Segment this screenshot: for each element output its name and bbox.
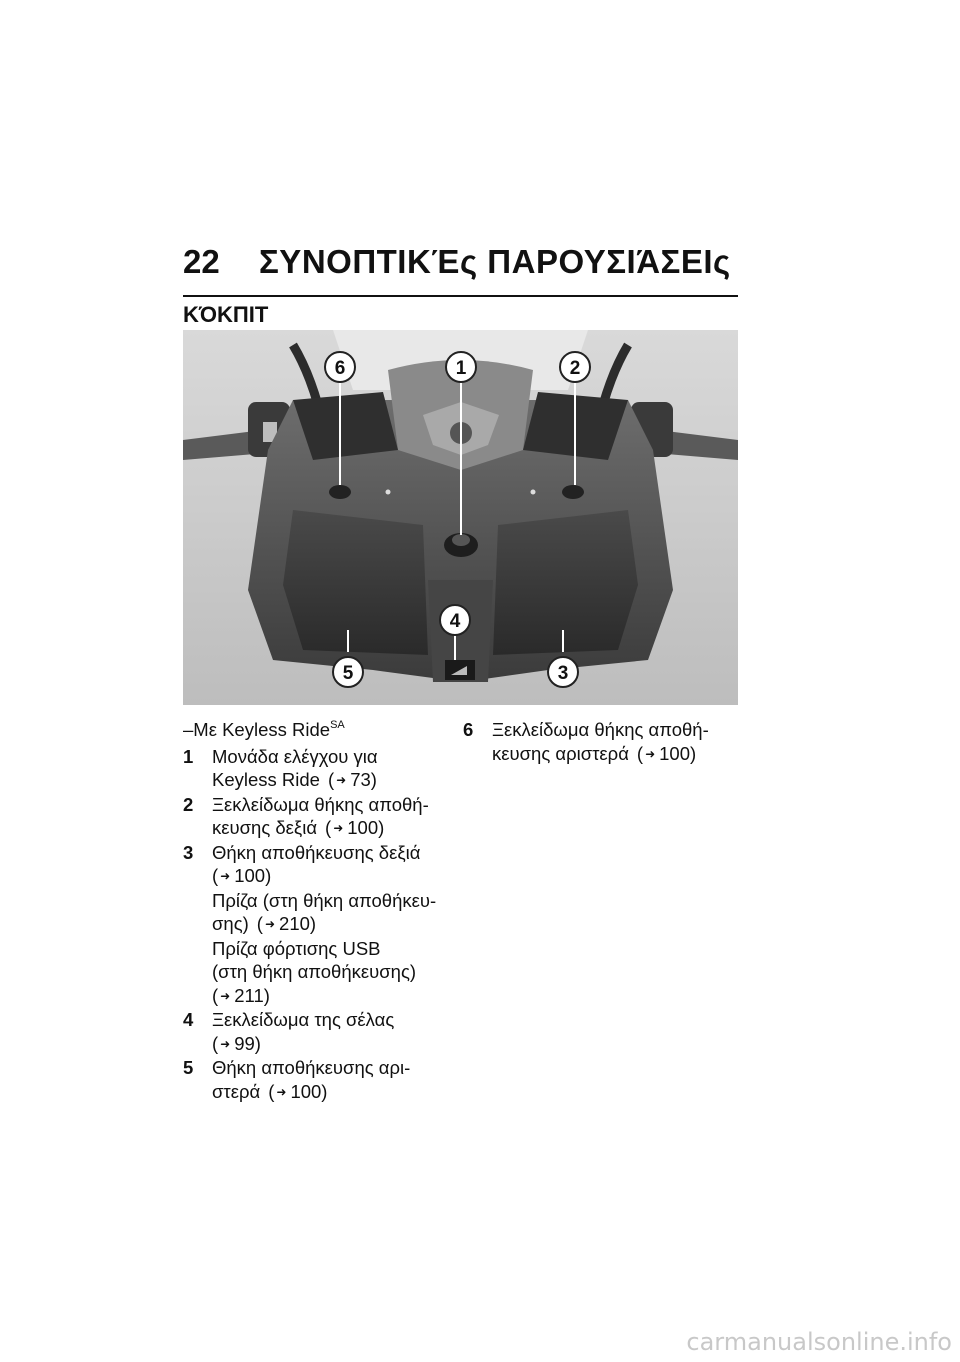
callout-3 [548, 657, 578, 687]
page-reference[interactable]: 210) [279, 913, 317, 934]
keyless-note [183, 718, 463, 742]
svg-text:6: 6 [334, 358, 346, 379]
callout-2 [560, 352, 590, 382]
legend-item-number: 1 [183, 745, 194, 767]
legend-item-text: σης) [212, 913, 249, 934]
legend-item-number: 5 [183, 1057, 194, 1078]
legend-item-line [212, 841, 463, 865]
legend-item-line [212, 1032, 463, 1057]
legend-item-line [212, 768, 463, 793]
ref-open-paren: ( [325, 817, 332, 838]
callout-6 [325, 352, 355, 382]
arrow-right-icon: ➜ [220, 1036, 231, 1051]
note-text: –Με Keyless Ride [183, 719, 331, 740]
legend-item-line [212, 889, 463, 913]
legend-item-text: Ξεκλείδωμα της σέλας [212, 1009, 395, 1030]
legend-item-line [212, 984, 463, 1009]
legend-item-line [492, 718, 743, 742]
legend-item-line [212, 960, 463, 984]
legend-item-text: κευσης δεξιά [212, 817, 318, 838]
callout-1 [446, 352, 476, 382]
ref-open-paren: ( [636, 742, 644, 764]
legend-item-text: Θήκη αποθήκευσης αρι- [212, 1057, 411, 1078]
legend-item-text: Ξεκλείδωμα θήκης αποθή- [492, 719, 709, 740]
arrow-right-icon: ➜ [220, 988, 231, 1003]
legend-item-text: Ξεκλείδωμα θήκης αποθή- [212, 793, 429, 815]
legend-item-line [212, 937, 463, 961]
legend-item-line [212, 1056, 463, 1080]
legend-item-number: 6 [463, 719, 474, 740]
legend-item [183, 793, 463, 841]
note-superscript: SA [330, 719, 345, 731]
page-reference[interactable]: 100) [234, 865, 272, 886]
arrow-right-icon: ➜ [276, 1084, 287, 1099]
arrow-right-icon: ➜ [220, 869, 231, 883]
legend-item-text: Keyless Ride [212, 769, 320, 790]
legend-item [183, 1056, 463, 1104]
legend-item-number: 3 [183, 841, 194, 863]
callout-5 [333, 657, 363, 687]
legend-left-column [183, 718, 463, 1104]
svg-text:3: 3 [557, 663, 569, 684]
arrow-right-icon: ➜ [333, 821, 344, 835]
legend-item-line [212, 1080, 463, 1105]
ref-open-paren: ( [212, 865, 219, 886]
legend-item-line [212, 793, 463, 817]
legend-item-line [212, 816, 463, 841]
legend-item-line [492, 742, 743, 767]
ref-open-paren: ( [212, 1032, 219, 1054]
legend-item [183, 841, 463, 1009]
legend-item-text: Πρίζα φόρτισης USB [212, 937, 381, 959]
svg-text:4: 4 [449, 611, 461, 632]
callout-4 [440, 605, 470, 635]
page-number: 22 [183, 243, 220, 280]
legend-item-number: 4 [183, 1009, 194, 1030]
arrow-right-icon: ➜ [336, 773, 347, 787]
page-reference[interactable]: 100) [659, 742, 697, 764]
legend-item-text: κευσης αριστερά [492, 742, 629, 764]
page-reference[interactable]: 100) [290, 1080, 328, 1102]
arrow-right-icon: ➜ [264, 917, 276, 931]
legend-item-text: Πρίζα (στη θήκη αποθήκευ- [212, 889, 437, 911]
chapter-title: ΣΥΝΟΠΤΙΚΈς ΠΑΡΟΥΣΙΆΣΕΙς [259, 243, 731, 280]
page-reference[interactable]: 100) [347, 817, 385, 838]
page-reference[interactable]: 211) [234, 984, 270, 1006]
page-header [183, 243, 738, 287]
ref-open-paren: ( [268, 1080, 275, 1102]
legend-item [183, 745, 463, 793]
header-rule [183, 295, 738, 297]
section-title: ΚΌΚΠΙΤ [183, 302, 269, 327]
arrow-right-icon: ➜ [645, 746, 656, 761]
legend-item-line [212, 745, 463, 769]
watermark: carmanualsonline.info [686, 1328, 952, 1356]
legend-item-text: Μονάδα ελέγχου για [212, 745, 378, 767]
legend-item-text: Θήκη αποθήκευσης δεξιά [212, 841, 421, 863]
legend-item-text: (στη θήκη αποθήκευσης) [212, 961, 417, 982]
svg-text:1: 1 [455, 358, 467, 379]
ref-open-paren: ( [327, 769, 335, 790]
legend-item [463, 718, 743, 766]
legend-item-line [212, 864, 463, 889]
ref-open-paren: ( [256, 913, 263, 934]
svg-text:2: 2 [569, 358, 581, 379]
cockpit-photo [183, 330, 738, 705]
page-reference[interactable]: 99) [234, 1032, 261, 1054]
legend-item-number: 2 [183, 793, 194, 815]
legend-item-line [212, 912, 463, 937]
legend-item-text: στερά [212, 1080, 261, 1102]
legend-item-line [212, 1008, 463, 1032]
ref-open-paren: ( [212, 984, 219, 1006]
svg-text:5: 5 [342, 663, 354, 684]
page-reference[interactable]: 73) [350, 769, 377, 790]
legend-right-column [463, 718, 743, 766]
legend-item [183, 1008, 463, 1056]
